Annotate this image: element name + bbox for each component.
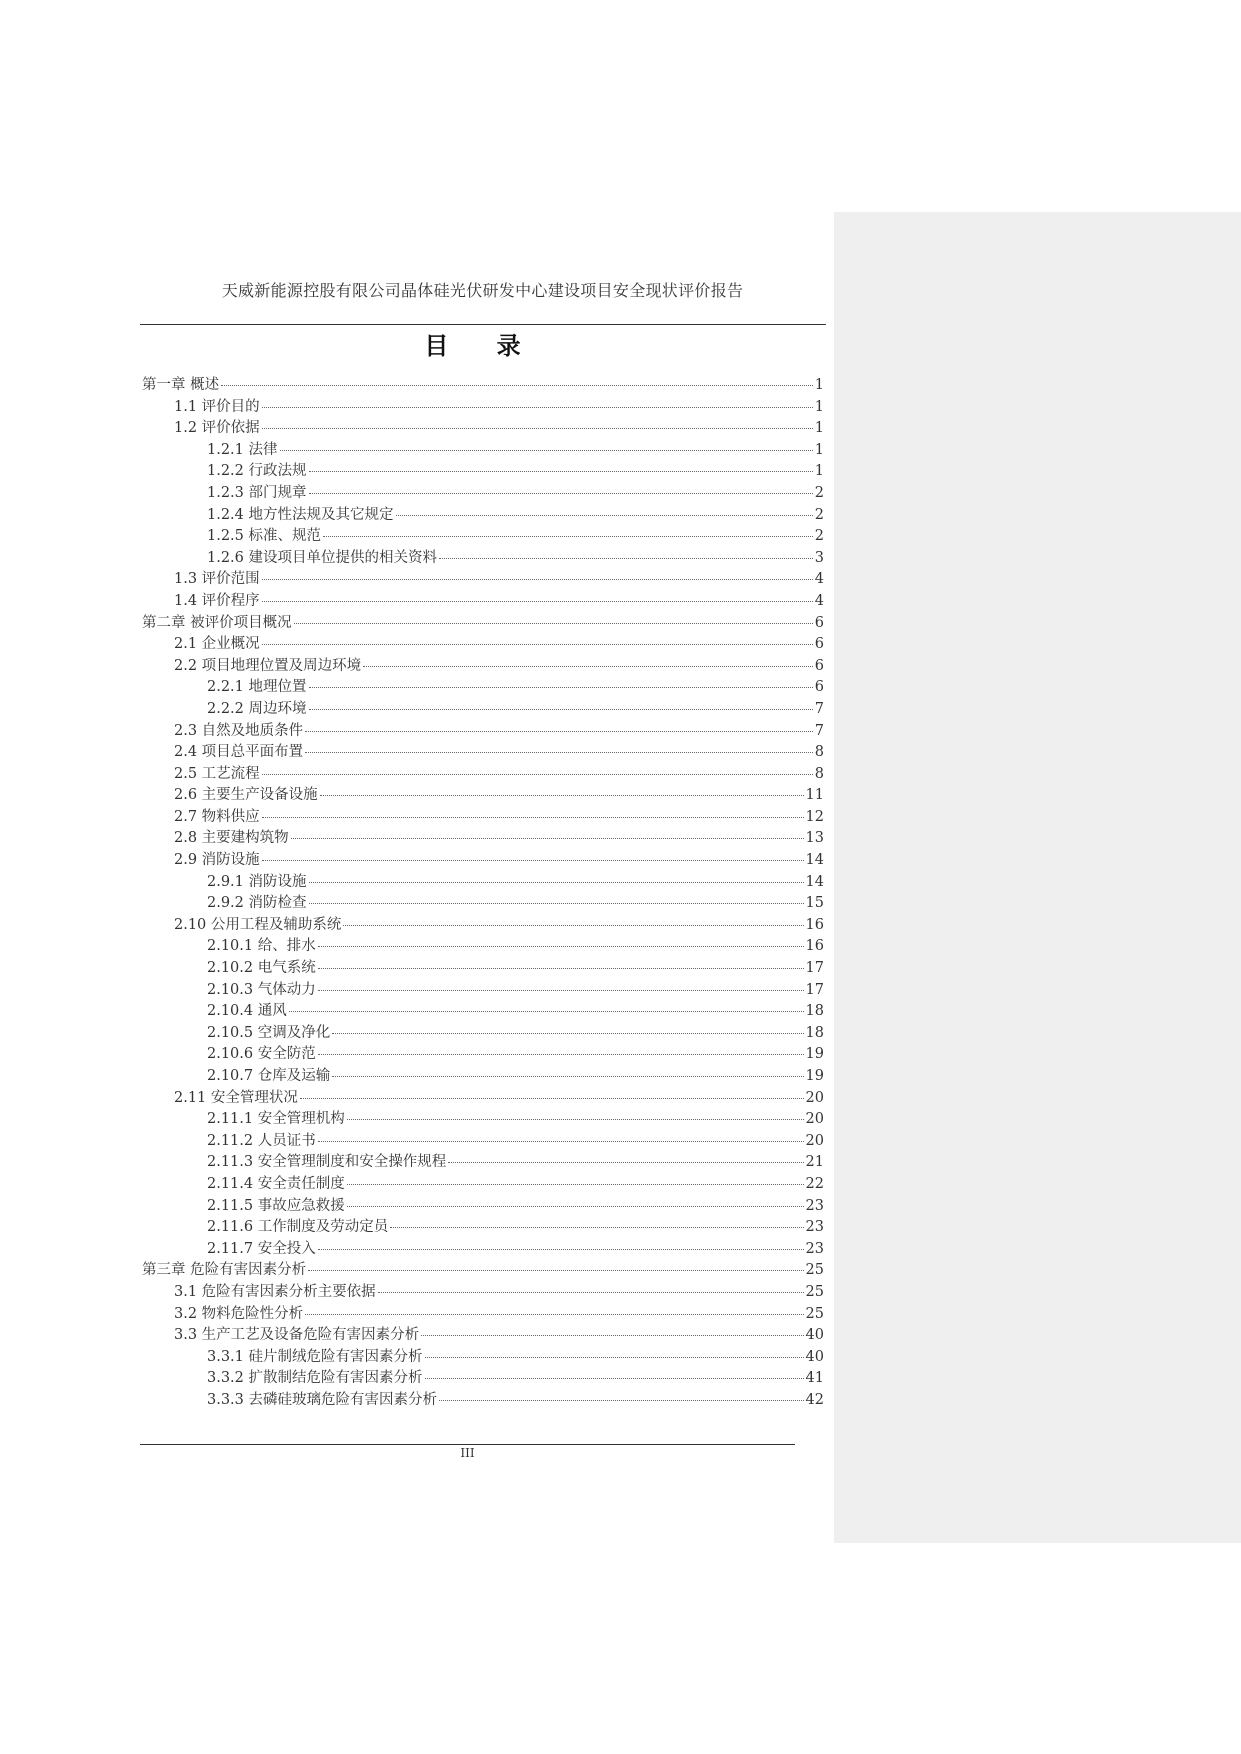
toc-entry-label: 2.9 消防设施 <box>174 852 260 869</box>
toc-dot-leader <box>332 1033 803 1034</box>
toc-entry[interactable] <box>142 569 824 591</box>
toc-entry-label: 1.2.3 部门规章 <box>207 484 307 501</box>
toc-entry-label: 2.9.2 消防检查 <box>207 895 307 912</box>
toc-entry-page: 6 <box>814 679 824 696</box>
toc-entry-label: 2.10.3 气体动力 <box>207 981 316 998</box>
toc-entry-page: 40 <box>805 1327 824 1344</box>
toc-dot-leader <box>343 925 803 926</box>
toc-dot-leader <box>262 860 804 861</box>
toc-entry-page: 25 <box>805 1305 824 1322</box>
toc-entry[interactable] <box>142 461 824 483</box>
toc-dot-leader <box>308 1270 803 1271</box>
toc-title: 目 录 <box>424 331 541 360</box>
toc-entry-label: 3.1 危险有害因素分析主要依据 <box>174 1283 376 1300</box>
toc-entry-page: 1 <box>814 420 824 437</box>
toc-entry-page: 6 <box>814 657 824 674</box>
toc-dot-leader <box>309 493 813 494</box>
toc-entry-page: 1 <box>814 398 824 415</box>
toc-entry-page: 7 <box>814 700 824 717</box>
toc-entry[interactable] <box>142 980 824 1002</box>
toc-entry[interactable] <box>142 613 824 635</box>
toc-entry-page: 20 <box>805 1089 824 1106</box>
toc-dot-leader <box>309 882 804 883</box>
toc-dot-leader <box>318 946 804 947</box>
toc-entry[interactable] <box>142 958 824 980</box>
toc-entry[interactable] <box>142 1347 824 1369</box>
toc-entry-label: 3.3.2 扩散制结危险有害因素分析 <box>207 1370 423 1387</box>
comment-pane <box>834 212 1241 1543</box>
toc-entry-label: 2.2.1 地理位置 <box>207 679 307 696</box>
toc-entry[interactable] <box>142 742 824 764</box>
toc-entry[interactable] <box>142 1282 824 1304</box>
toc-entry-label: 1.2 评价依据 <box>174 420 260 437</box>
toc-entry[interactable] <box>142 764 824 786</box>
toc-entry[interactable] <box>142 807 824 829</box>
toc-dot-leader <box>294 623 813 624</box>
table-of-contents <box>142 375 824 1412</box>
toc-dot-leader <box>425 1378 804 1379</box>
toc-dot-leader <box>309 709 813 710</box>
toc-dot-leader <box>262 817 804 818</box>
toc-entry-page: 25 <box>805 1283 824 1300</box>
toc-dot-leader <box>320 795 804 796</box>
toc-entry-page: 6 <box>814 636 824 653</box>
toc-entry[interactable] <box>142 1174 824 1196</box>
toc-entry-label: 1.2.2 行政法规 <box>207 463 307 480</box>
toc-dot-leader <box>323 536 813 537</box>
toc-entry-page: 17 <box>805 960 824 977</box>
toc-entry-label: 2.10.4 通风 <box>207 1003 287 1020</box>
toc-entry[interactable] <box>142 785 824 807</box>
toc-entry-label: 2.10.6 安全防范 <box>207 1046 316 1063</box>
toc-entry-label: 2.4 项目总平面布置 <box>174 744 304 761</box>
toc-entry-label: 1.3 评价范围 <box>174 571 260 588</box>
toc-dot-leader <box>318 1141 804 1142</box>
page-number: III <box>460 1446 475 1460</box>
toc-entry[interactable] <box>142 1066 824 1088</box>
toc-entry-page: 23 <box>805 1219 824 1236</box>
toc-dot-leader <box>289 1011 804 1012</box>
toc-entry-label: 2.10.1 给、排水 <box>207 938 316 955</box>
toc-dot-leader <box>318 968 804 969</box>
toc-dot-leader <box>300 1098 804 1099</box>
toc-entry-label: 1.2.4 地方性法规及其它规定 <box>207 506 394 523</box>
toc-entry-page: 25 <box>805 1262 824 1279</box>
toc-entry[interactable] <box>142 677 824 699</box>
toc-entry-label: 1.2.6 建设项目单位提供的相关资料 <box>207 549 438 566</box>
toc-dot-leader <box>305 1314 803 1315</box>
running-header: 天威新能源控股有限公司晶体硅光伏研发中心建设项目安全现状评价报告 <box>221 281 744 300</box>
toc-entry-page: 1 <box>814 463 824 480</box>
toc-entry[interactable] <box>142 548 824 570</box>
toc-entry-page: 23 <box>805 1197 824 1214</box>
toc-dot-leader <box>318 1054 804 1055</box>
toc-entry[interactable] <box>142 1325 824 1347</box>
toc-entry-label: 第三章 危险有害因素分析 <box>142 1262 307 1279</box>
toc-entry-label: 2.10.5 空调及净化 <box>207 1024 331 1041</box>
toc-entry-page: 8 <box>814 765 824 782</box>
toc-entry-label: 2.10.7 仓库及运输 <box>207 1068 331 1084</box>
toc-dot-leader <box>332 1076 803 1077</box>
toc-entry-label: 2.6 主要生产设备设施 <box>174 787 318 804</box>
toc-entry-label: 1.2.5 标准、规范 <box>207 528 322 545</box>
toc-dot-leader <box>309 903 804 904</box>
toc-entry-page: 7 <box>814 722 824 739</box>
toc-entry-page: 2 <box>814 528 824 545</box>
toc-entry[interactable] <box>142 828 824 850</box>
toc-entry-page: 14 <box>805 852 824 869</box>
toc-entry-label: 1.2.1 法律 <box>207 441 278 458</box>
toc-entry[interactable] <box>142 1044 824 1066</box>
toc-entry-page: 11 <box>805 787 824 804</box>
toc-entry[interactable] <box>142 1001 824 1023</box>
toc-entry-page: 2 <box>814 484 824 501</box>
toc-entry[interactable] <box>142 1390 824 1412</box>
toc-entry-label: 2.5 工艺流程 <box>174 765 260 782</box>
toc-entry[interactable] <box>142 418 824 440</box>
toc-entry-page: 16 <box>805 916 824 933</box>
toc-entry-page: 19 <box>805 1068 824 1084</box>
toc-entry[interactable] <box>142 483 824 505</box>
toc-entry-page: 20 <box>805 1111 824 1128</box>
toc-entry-page: 40 <box>805 1348 824 1365</box>
toc-dot-leader <box>363 666 813 667</box>
toc-entry[interactable] <box>142 1217 824 1239</box>
toc-dot-leader <box>318 990 804 991</box>
toc-entry[interactable] <box>142 915 824 937</box>
toc-dot-leader <box>291 838 804 839</box>
toc-entry-label: 2.11.7 安全投入 <box>207 1240 316 1257</box>
toc-entry-page: 23 <box>805 1240 824 1257</box>
toc-entry-page: 22 <box>805 1175 824 1192</box>
toc-dot-leader <box>448 1162 803 1163</box>
toc-dot-leader <box>425 1357 804 1358</box>
toc-entry-label: 3.3.3 去磷硅玻璃危险有害因素分析 <box>207 1391 438 1408</box>
toc-entry-page: 4 <box>814 571 824 588</box>
toc-entry-label: 2.11.4 安全责任制度 <box>207 1175 345 1192</box>
toc-entry-label: 第二章 被评价项目概况 <box>142 614 292 631</box>
toc-entry[interactable] <box>142 1260 824 1282</box>
toc-dot-leader <box>305 752 813 753</box>
toc-entry-page: 1 <box>814 377 824 393</box>
toc-entry-label: 1.4 评价程序 <box>174 592 260 609</box>
toc-entry[interactable] <box>142 526 824 548</box>
toc-entry-label: 2.8 主要建构筑物 <box>174 830 289 847</box>
toc-entry[interactable] <box>142 1131 824 1153</box>
toc-entry-page: 15 <box>805 895 824 912</box>
toc-entry[interactable] <box>142 440 824 462</box>
toc-dot-leader <box>439 1400 804 1401</box>
toc-dot-leader <box>347 1119 804 1120</box>
toc-entry[interactable] <box>142 375 824 397</box>
toc-entry[interactable] <box>142 634 824 656</box>
toc-entry-label: 2.2.2 周边环境 <box>207 700 307 717</box>
toc-entry[interactable] <box>142 850 824 872</box>
toc-dot-leader <box>390 1227 803 1228</box>
toc-entry[interactable] <box>142 721 824 743</box>
toc-entry-label: 1.1 评价目的 <box>174 398 260 415</box>
toc-entry[interactable] <box>142 1109 824 1131</box>
toc-entry-page: 6 <box>814 614 824 631</box>
toc-entry-label: 2.1 企业概况 <box>174 636 260 653</box>
toc-entry-page: 8 <box>814 744 824 761</box>
toc-entry[interactable] <box>142 699 824 721</box>
toc-entry[interactable] <box>142 656 824 678</box>
toc-entry-label: 2.11.3 安全管理制度和安全操作规程 <box>207 1154 447 1171</box>
toc-entry-page: 18 <box>805 1024 824 1041</box>
toc-entry-label: 3.3.1 硅片制绒危险有害因素分析 <box>207 1348 423 1365</box>
toc-dot-leader <box>318 1249 804 1250</box>
toc-dot-leader <box>280 450 813 451</box>
toc-entry-page: 3 <box>814 549 824 566</box>
toc-entry-page: 16 <box>805 938 824 955</box>
toc-entry[interactable] <box>142 936 824 958</box>
toc-entry-label: 2.3 自然及地质条件 <box>174 722 304 739</box>
toc-dot-leader <box>396 515 813 516</box>
toc-entry[interactable] <box>142 505 824 527</box>
toc-entry-page: 14 <box>805 873 824 890</box>
toc-entry-label: 2.11.6 工作制度及劳动定员 <box>207 1219 389 1236</box>
toc-entry-label: 2.11.5 事故应急救援 <box>207 1197 345 1214</box>
toc-dot-leader <box>378 1292 804 1293</box>
toc-entry-label: 2.9.1 消防设施 <box>207 873 307 890</box>
toc-dot-leader <box>309 687 813 688</box>
toc-entry[interactable] <box>142 1368 824 1390</box>
toc-dot-leader <box>221 385 813 386</box>
toc-dot-leader <box>347 1206 804 1207</box>
toc-entry[interactable] <box>142 1088 824 1110</box>
toc-entry-page: 13 <box>805 830 824 847</box>
toc-dot-leader <box>347 1184 804 1185</box>
toc-entry-page: 42 <box>805 1391 824 1408</box>
toc-entry-label: 2.11.2 人员证书 <box>207 1132 316 1149</box>
toc-entry-page: 12 <box>805 808 824 825</box>
toc-entry-label: 3.2 物料危险性分析 <box>174 1305 304 1322</box>
toc-dot-leader <box>309 471 813 472</box>
toc-dot-leader <box>262 644 813 645</box>
toc-entry[interactable] <box>142 1152 824 1174</box>
toc-dot-leader <box>262 601 813 602</box>
toc-entry-label: 2.11.1 安全管理机构 <box>207 1111 345 1128</box>
footer-rule <box>140 1444 795 1445</box>
toc-entry[interactable] <box>142 397 824 419</box>
toc-entry-label: 2.2 项目地理位置及周边环境 <box>174 657 362 674</box>
toc-dot-leader <box>262 579 813 580</box>
toc-entry-page: 4 <box>814 592 824 609</box>
toc-entry[interactable] <box>142 1196 824 1218</box>
toc-entry[interactable] <box>142 1304 824 1326</box>
toc-entry[interactable] <box>142 893 824 915</box>
toc-entry-label: 2.7 物料供应 <box>174 808 260 825</box>
toc-entry-page: 17 <box>805 981 824 998</box>
toc-dot-leader <box>305 731 813 732</box>
header-rule <box>140 324 826 325</box>
toc-entry-page: 18 <box>805 1003 824 1020</box>
toc-entry-page: 21 <box>805 1154 824 1171</box>
toc-entry[interactable] <box>142 1023 824 1045</box>
toc-entry-page: 1 <box>814 441 824 458</box>
toc-entry[interactable] <box>142 872 824 894</box>
toc-dot-leader <box>262 407 813 408</box>
toc-dot-leader <box>262 774 813 775</box>
toc-entry[interactable] <box>142 1239 824 1261</box>
toc-entry-label: 3.3 生产工艺及设备危险有害因素分析 <box>174 1327 420 1344</box>
toc-entry-page: 41 <box>805 1370 824 1387</box>
toc-dot-leader <box>439 558 813 559</box>
toc-entry[interactable] <box>142 591 824 613</box>
toc-entry-page: 2 <box>814 506 824 523</box>
toc-entry-label: 2.11 安全管理状况 <box>174 1089 298 1106</box>
toc-dot-leader <box>421 1335 803 1336</box>
toc-entry-label: 2.10.2 电气系统 <box>207 960 316 977</box>
toc-entry-page: 19 <box>805 1046 824 1063</box>
toc-entry-label: 2.10 公用工程及辅助系统 <box>174 916 342 933</box>
toc-dot-leader <box>262 428 813 429</box>
toc-entry-label: 第一章 概述 <box>142 377 220 393</box>
toc-entry-page: 20 <box>805 1132 824 1149</box>
